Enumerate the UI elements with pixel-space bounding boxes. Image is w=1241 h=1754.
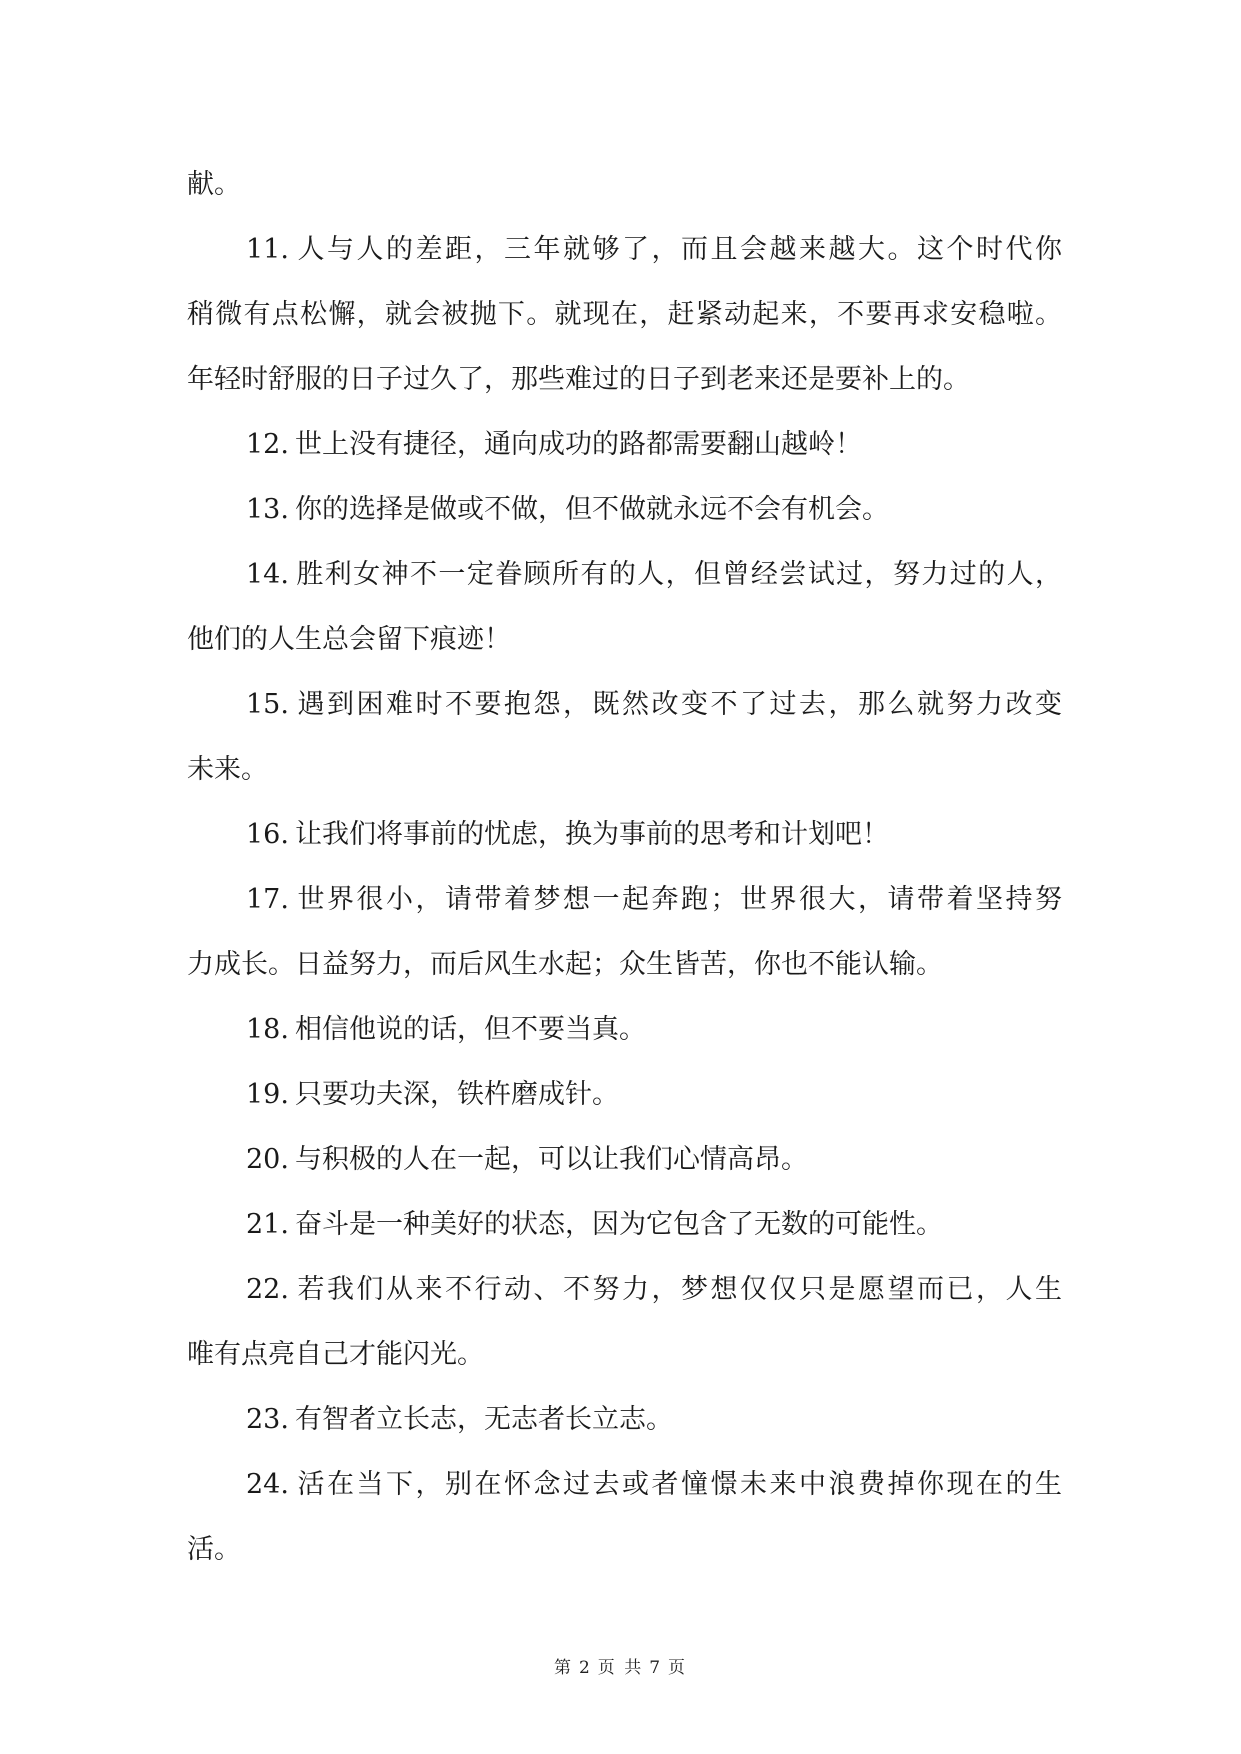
item-number: 23.: [246, 1404, 289, 1435]
item-text: 奋斗是一种美好的状态，因为它包含了无数的可能性。: [294, 1209, 943, 1240]
footer-suffix: 页: [668, 1658, 688, 1678]
text-line: [187, 1387, 1062, 1452]
text-line-content: [246, 819, 889, 850]
text-line: [187, 932, 1062, 997]
item-text: 相信他说的话，但不要当真。: [294, 1014, 646, 1045]
item-text: 献。: [187, 169, 241, 200]
item-text: 与积极的人在一起，可以让我们心情高昂。: [294, 1144, 808, 1175]
item-number: 13.: [246, 494, 289, 525]
text-line: [187, 1192, 1062, 1257]
footer-total-pages: 7: [649, 1658, 663, 1678]
text-line-content: [246, 1079, 619, 1110]
text-line-content: [246, 672, 1062, 737]
item-number: 15.: [246, 689, 289, 720]
item-number: 16.: [246, 819, 289, 850]
item-text: 力成长。日益努力，而后风生水起；众生皆苦，你也不能认输。: [187, 949, 943, 980]
footer-prefix: 第: [553, 1658, 573, 1678]
item-text: 稍微有点松懈，就会被抛下。就现在，赶紧动起来，不要再求安稳啦。: [187, 299, 1062, 330]
item-text: 年轻时舒服的日子过久了，那些难过的日子到老来还是要补上的。: [187, 364, 970, 395]
text-line: [187, 997, 1062, 1062]
item-text: 世上没有捷径，通向成功的路都需要翻山越岭！: [294, 429, 862, 460]
text-line: [187, 412, 1062, 477]
item-number: 22.: [246, 1274, 289, 1305]
text-line: [187, 217, 1062, 282]
text-line-content: [246, 1404, 673, 1435]
text-line-content: [246, 1144, 808, 1175]
item-number: 20.: [246, 1144, 289, 1175]
text-line: [187, 542, 1062, 607]
text-line-content: [187, 754, 268, 785]
footer-middle: 页 共: [597, 1658, 644, 1678]
item-number: 12.: [246, 429, 289, 460]
item-text: 有智者立长志，无志者长立志。: [294, 1404, 673, 1435]
item-number: 18.: [246, 1014, 289, 1045]
text-line-content: [246, 1014, 646, 1045]
item-number: 19.: [246, 1079, 289, 1110]
item-number: 14.: [246, 559, 289, 590]
text-line-content: [187, 1339, 484, 1370]
item-text: 活。: [187, 1534, 241, 1565]
item-number: 24.: [246, 1469, 289, 1500]
text-line-content: [246, 217, 1062, 282]
item-text: 遇到困难时不要抱怨，既然改变不了过去，那么就努力改变: [294, 689, 1062, 720]
text-line-content: [246, 1452, 1062, 1517]
text-line: [187, 1452, 1062, 1517]
text-line: [187, 152, 1062, 217]
text-line-content: [246, 1257, 1062, 1322]
text-line: [187, 672, 1062, 737]
text-line-content: [246, 429, 862, 460]
text-line-content: [246, 867, 1062, 932]
item-text: 活在当下，别在怀念过去或者憧憬未来中浪费掉你现在的生: [294, 1469, 1062, 1500]
item-number: 17.: [246, 884, 289, 915]
text-line-content: [187, 169, 241, 200]
text-line-content: [187, 364, 970, 395]
text-line: [187, 607, 1062, 672]
text-line-content: [187, 282, 1062, 347]
item-text: 让我们将事前的忧虑，换为事前的思考和计划吧！: [294, 819, 889, 850]
text-line: [187, 282, 1062, 347]
text-line: [187, 1517, 1062, 1582]
item-text: 世界很小，请带着梦想一起奔跑；世界很大，请带着坚持努: [294, 884, 1062, 915]
footer-current-page: 2: [578, 1658, 592, 1678]
item-number: 11.: [246, 234, 289, 265]
text-line: [187, 1062, 1062, 1127]
item-text: 你的选择是做或不做，但不做就永远不会有机会。: [294, 494, 889, 525]
item-text: 唯有点亮自己才能闪光。: [187, 1339, 484, 1370]
item-text: 人与人的差距，三年就够了，而且会越来越大。这个时代你: [294, 234, 1062, 265]
item-number: 21.: [246, 1209, 289, 1240]
item-text: 他们的人生总会留下痕迹！: [187, 624, 511, 655]
text-line-content: [246, 1209, 943, 1240]
page-footer: [0, 1653, 1241, 1678]
text-line-content: [187, 624, 511, 655]
document-body: [187, 152, 1062, 1582]
text-line: [187, 737, 1062, 802]
text-line: [187, 347, 1062, 412]
text-line: [187, 477, 1062, 542]
text-line: [187, 802, 1062, 867]
text-line: [187, 1257, 1062, 1322]
text-line-content: [246, 494, 889, 525]
item-text: 未来。: [187, 754, 268, 785]
text-line-content: [246, 542, 1062, 607]
item-text: 若我们从来不行动、不努力，梦想仅仅只是愿望而已，人生: [294, 1274, 1062, 1305]
text-line: [187, 1322, 1062, 1387]
item-text: 只要功夫深，铁杵磨成针。: [294, 1079, 619, 1110]
text-line-content: [187, 1534, 241, 1565]
item-text: 胜利女神不一定眷顾所有的人，但曾经尝试过，努力过的人，: [294, 559, 1062, 590]
text-line: [187, 867, 1062, 932]
text-line: [187, 1127, 1062, 1192]
text-line-content: [187, 949, 943, 980]
